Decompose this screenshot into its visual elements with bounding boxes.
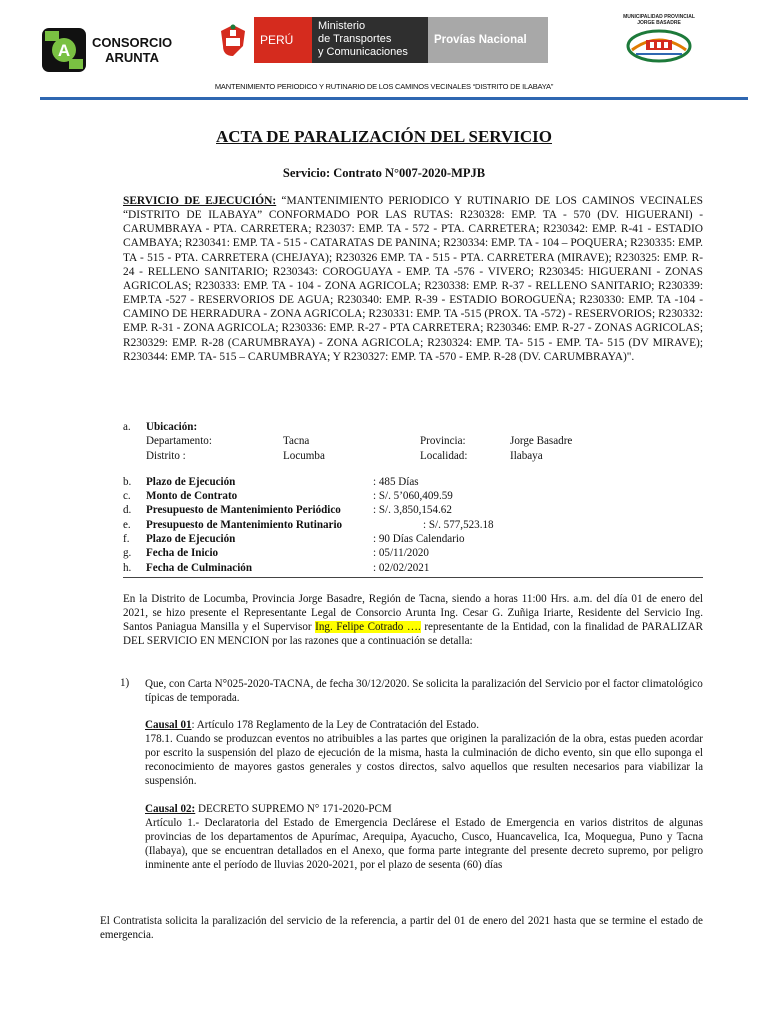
ubicacion-letter: a. [123, 421, 131, 433]
causal-02-title: DECRETO SUPREMO N° 171-2020-PCM [195, 803, 392, 815]
item-label: Fecha de Inicio [146, 547, 219, 559]
provias-label: Provías Nacional [428, 17, 548, 63]
closing-paragraph: El Contratista solicita la paralización del servicio de la referencia, a partir del 01 de enero del 2021 hasta que se termine el estado de emergencia. [100, 915, 703, 942]
intro-part2: representante de la Entidad, con la finalidad de PARALIZAR DEL SERVICIO EN MENCION por las razones que a continuación se detalla: [123, 621, 703, 648]
intro-part1: En la Distrito de Locumba, Provincia Jorge Basadre, Región de Tacna, siendo a horas 11:00 Hrs. a.m. del día 01 de enero del 2021, se hizo presente el Representante Legal de Consorcio Arunta Ing. Cesar G. Zuñiga Iriarte, Residente del Servicio Ing. Santos Paniagua Mansilla y el Supervisor [123, 593, 703, 634]
servicio-ejecucion-text: “MANTENIMIENTO PERIODICO Y RUTINARIO DE LOS CAMINOS VECINALES “DISTRITO DE ILABAYA” CONFORMADO POR LAS RUTAS: R230328: EMP. TA - 570 (DV. HIGUERANI) - CARUMBRAYA - PTA. CARRETERA; R23037: EMP. TA - 572 - PTA. CARRETERA; R230342: EMP. R-41 - ESTADIO CAMBAYA; R230341: EMP. TA - 515 - CATARATAS DE PANINA; R230334: EMP. TA - 104 – POQUERA; R230335: EMP. TA - 515 - PTA. CARRETERA (CHEJAYA); R230326 EMP. TA - 515 - PTA. CARRETERA (MIRAVE); R230325: EMP. R-24 - RELLENO SANITARIO; R230343: COROGUAYA - EMP. TA -576 - VIVERO; R230345: HIGUERANI - ZONAS AGRICOLAS; R230333: EMP. TA - 104 - ZONA AGRICOLA; R230338: EMP. R-37 - RELLENO SANITARIO; R230339: EMP.TA -527 - RESERVORIOS DE AGUA; R230340: EMP. R-39 - ESTADIO BOROGUEÑA; R230330: EMP. TA -104 - CAMINO DE HERRADURA - ZONA AGRICOLA; R230331: EMP. TA -515 (PROX. TA -572) - RESERVORIOS; R230332: EMP. R-31 - ZONA AGRICOLA; R230336: EMP. R-27 - PTA CARRETERA; R230346: EMP. R-27 - ZONAS AGRICOLAS; R230329: EMP. R-28 (CARUMBRAYA) - ZONA AGRICOLA; R230324: EMP. TA- 515 - EMP. TA- 515 (DV MIRAVE); R230344: EMP. TA- 515 – CARUMBRAYA; Y R230327: EMP. TA -570 - EMP. R-28 (DV. CARUMBRAYA)". [123, 195, 703, 363]
contract-subtitle: Servicio: Contrato N°007-2020-MPJB [282, 166, 486, 180]
localidad-label: Localidad: [420, 450, 468, 462]
ministerio-line3: y Comunicaciones [318, 46, 408, 58]
consorcio-arunta-mark-icon [42, 28, 86, 72]
item-label: Monto de Contrato [146, 490, 238, 502]
ministerio-line2: de Transportes [318, 33, 392, 45]
distrito-value: Locumba [283, 450, 325, 462]
header-divider [40, 97, 748, 100]
list-item [123, 476, 703, 490]
item-value: : S/. 3,850,154.62 [373, 504, 452, 516]
muni-emblem-icon [624, 26, 694, 64]
list-item [123, 504, 703, 518]
intro-paragraph [123, 592, 703, 648]
ministerio-label [312, 17, 428, 63]
causal-02-label: Causal 02: [145, 803, 196, 815]
provincia-value: Jorge Basadre [510, 435, 573, 447]
muni-title-line1: MUNICIPALIDAD PROVINCIAL [623, 14, 695, 20]
item-letter: b. [123, 476, 132, 488]
mtc-provias-banner [212, 17, 548, 63]
project-subheader: MANTENIMIENTO PERIODICO Y RUTINARIO DE LOS CAMINOS VECINALES “DISTRITO DE ILABAYA” [214, 82, 554, 91]
item-letter: e. [123, 519, 131, 531]
muni-title-line2: JORGE BASADRE [637, 20, 681, 26]
item-value: : S/. 5’060,409.59 [373, 490, 453, 502]
servicio-ejecucion-paragraph [123, 194, 703, 364]
consorcio-arunta-logo [42, 27, 182, 73]
list-divider [123, 577, 703, 578]
item-letter: g. [123, 547, 132, 559]
item-label: Plazo de Ejecución [146, 476, 236, 488]
item-letter: h. [123, 562, 132, 574]
list-item [123, 490, 703, 504]
item-value: : 90 Días Calendario [373, 533, 465, 545]
causal-01-heading [145, 718, 703, 732]
document-title: ACTA DE PARALIZACIÓN DEL SERVICIO [216, 127, 552, 146]
supervisor-highlight: Ing. Felipe Cotrado …. [315, 621, 421, 634]
item-letter: c. [123, 490, 131, 502]
causal-02-body: Artículo 1.- Declaratoria del Estado de Emergencia Declárese el Estado de Emergencia en varios distritos de algunas provincias de los departamentos de Apurímac, Arequipa, Ayacucho, Cusco, Huancavelica, Ica, Moquegua, Puno y Tacna (Ilabaya), que se encuentran detallados en el Anexo, que forma parte integrante del presente decreto supremo, por peligro inminente ante el período de lluvias 2020-2021, por el plazo de sesenta (60) días [145, 817, 703, 872]
list-item [123, 547, 703, 561]
causal-01-label: Causal 01 [145, 719, 192, 731]
item-label: Presupuesto de Mantenimiento Periódico [146, 504, 341, 516]
item-label: Presupuesto de Mantenimiento Rutinario [146, 519, 343, 531]
peru-coat-of-arms-icon [212, 17, 254, 63]
departamento-label: Departamento: [146, 435, 212, 447]
point1-number: 1) [120, 677, 130, 689]
consorcio-line1: CONSORCIO [92, 35, 173, 50]
item-letter: f. [123, 533, 130, 545]
item-value: : 485 Días [373, 476, 419, 488]
peru-label: PERÚ [254, 17, 312, 63]
point1-text: Que, con Carta N°025-2020-TACNA, de fecha 30/12/2020. Se solicita la paralización del Servicio por el factor climatológico típicas de temporada. [145, 678, 703, 705]
distrito-label: Distrito : [146, 450, 186, 462]
list-item [123, 533, 703, 547]
item-letter: d. [123, 504, 132, 516]
provincia-label: Provincia: [420, 435, 466, 447]
item-value: : 02/02/2021 [373, 562, 430, 574]
ubicacion-label: Ubicación: [146, 421, 198, 433]
causal-01-body: 178.1. Cuando se produzcan eventos no atribuibles a las partes que originen la paralización de la obra, estas pueden acordar por escrito la suspensión del plazo de ejecución de la misma, hasta la culminación de dicho evento, sin que ello suponga el reconocimiento de mayores gastos generales y costos directos, salvo aquellos que resulten necesarios para viabilizar la suspensión. [145, 733, 703, 788]
consorcio-line2: ARUNTA [105, 50, 160, 65]
consorcio-arunta-wordmark [92, 35, 172, 65]
list-item [123, 562, 703, 576]
servicio-ejecucion-label: SERVICIO DE EJECUCIÓN: [123, 195, 277, 207]
causal-01-block [145, 718, 703, 788]
list-item [123, 519, 703, 533]
localidad-value: Ilabaya [510, 450, 543, 462]
item-label: Plazo de Ejecución [146, 533, 236, 545]
causal-01-title: : Artículo 178 Reglamento de la Ley de Contratación del Estado. [191, 719, 479, 731]
item-value: : 05/11/2020 [373, 547, 429, 559]
item-value: : S/. 577,523.18 [423, 519, 494, 531]
item-label: Fecha de Culminación [146, 562, 253, 574]
svg-text:A: A [57, 41, 71, 60]
causal-02-heading [145, 802, 703, 816]
municipalidad-jorge-basadre-logo [618, 14, 700, 76]
departamento-value: Tacna [283, 435, 310, 447]
causal-02-block [145, 802, 703, 872]
document-header [0, 0, 768, 100]
ministerio-line1: Ministerio [318, 20, 366, 32]
